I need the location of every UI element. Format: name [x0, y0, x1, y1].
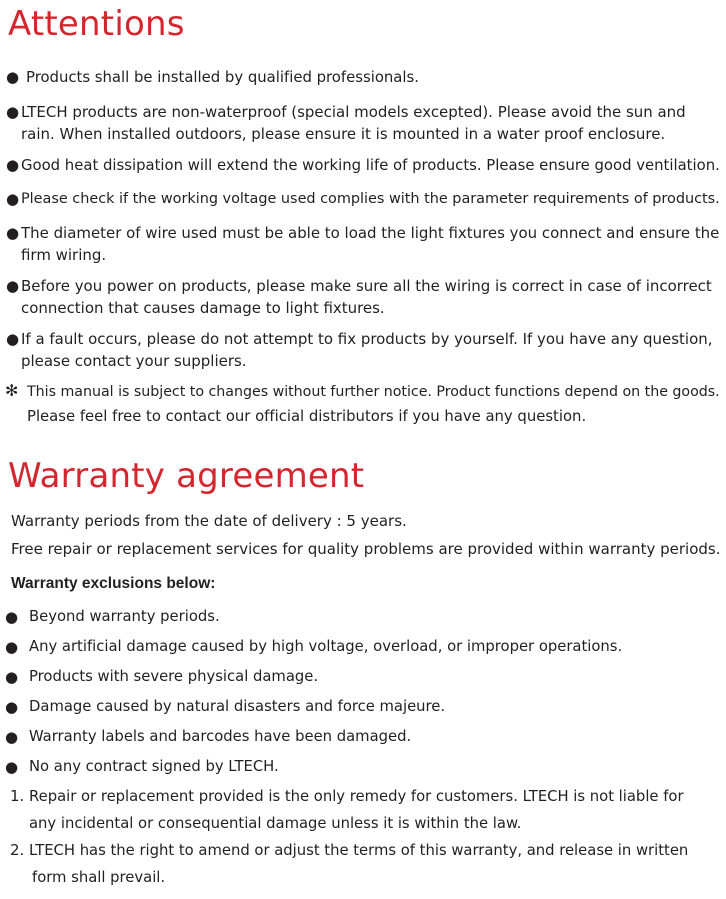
attention-line: Please check if the working voltage used complies with the parameter requirements of products. [21, 191, 720, 207]
bullet-icon: ● [6, 224, 20, 242]
attention-line: Good heat dissipation will extend the working life of products. Please ensure good ventilation. [21, 156, 720, 174]
notice-line: Please feel free to contact our official distributors if you have any question. [27, 407, 587, 425]
attention-line: rain. When installed outdoors, please ensure it is mounted in a water proof enclosure. [21, 125, 666, 143]
term-line: any incidental or consequential damage unless it is within the law. [29, 815, 522, 832]
asterisk-icon: ✻ [5, 381, 19, 400]
attention-line: please contact your suppliers. [21, 352, 247, 370]
exclusion-text: Warranty labels and barcodes have been damaged. [29, 728, 412, 745]
bullet-icon: ● [6, 156, 20, 174]
bullet-icon: ● [6, 330, 20, 348]
exclusion-text: No any contract signed by LTECH. [29, 758, 279, 775]
bullet-icon: ● [6, 68, 20, 86]
term-number: 1. [10, 787, 25, 805]
bullet-icon: ● [5, 608, 19, 626]
term-line: Repair or replacement provided is the only remedy for customers. LTECH is not liable for [29, 788, 684, 805]
attention-line: Products shall be installed by qualified professionals. [26, 68, 419, 86]
exclusion-text: Products with severe physical damage. [29, 668, 319, 685]
exclusion-text: Any artificial damage caused by high voltage, overload, or improper operations. [29, 638, 623, 655]
attention-line: LTECH products are non-waterproof (special models excepted). Please avoid the sun and [21, 103, 686, 121]
bullet-icon: ● [6, 190, 20, 208]
exclusion-text: Damage caused by natural disasters and force majeure. [29, 698, 446, 715]
bullet-icon: ● [5, 758, 19, 776]
term-line: LTECH has the right to amend or adjust the terms of this warranty, and release in written [29, 842, 689, 859]
warranty-heading: Warranty agreement [8, 456, 365, 496]
bullet-icon: ● [6, 277, 20, 295]
bullet-icon: ● [5, 698, 19, 716]
exclusion-text: Beyond warranty periods. [29, 608, 220, 625]
exclusions-heading: Warranty exclusions below: [11, 575, 216, 592]
warranty-period: Warranty periods from the date of delivery : 5 years. [11, 512, 407, 530]
attention-line: If a fault occurs, please do not attempt to fix products by yourself. If you have any question, [21, 330, 713, 348]
notice-line: This manual is subject to changes without further notice. Product functions depend on the goods. [27, 384, 720, 400]
free-repair-statement: Free repair or replacement services for quality problems are provided within warranty periods. [11, 540, 721, 558]
attention-line: The diameter of wire used must be able to load the light fixtures you connect and ensure the [21, 224, 720, 242]
term-line: form shall prevail. [32, 869, 166, 886]
attention-line: firm wiring. [21, 246, 107, 264]
bullet-icon: ● [5, 668, 19, 686]
attentions-heading: Attentions [8, 4, 185, 44]
bullet-icon: ● [5, 638, 19, 656]
bullet-icon: ● [5, 728, 19, 746]
term-number: 2. [10, 841, 25, 859]
bullet-icon: ● [6, 103, 20, 121]
attention-line: connection that causes damage to light fixtures. [21, 299, 385, 317]
attention-line: Before you power on products, please make sure all the wiring is correct in case of incorrect [21, 277, 712, 295]
